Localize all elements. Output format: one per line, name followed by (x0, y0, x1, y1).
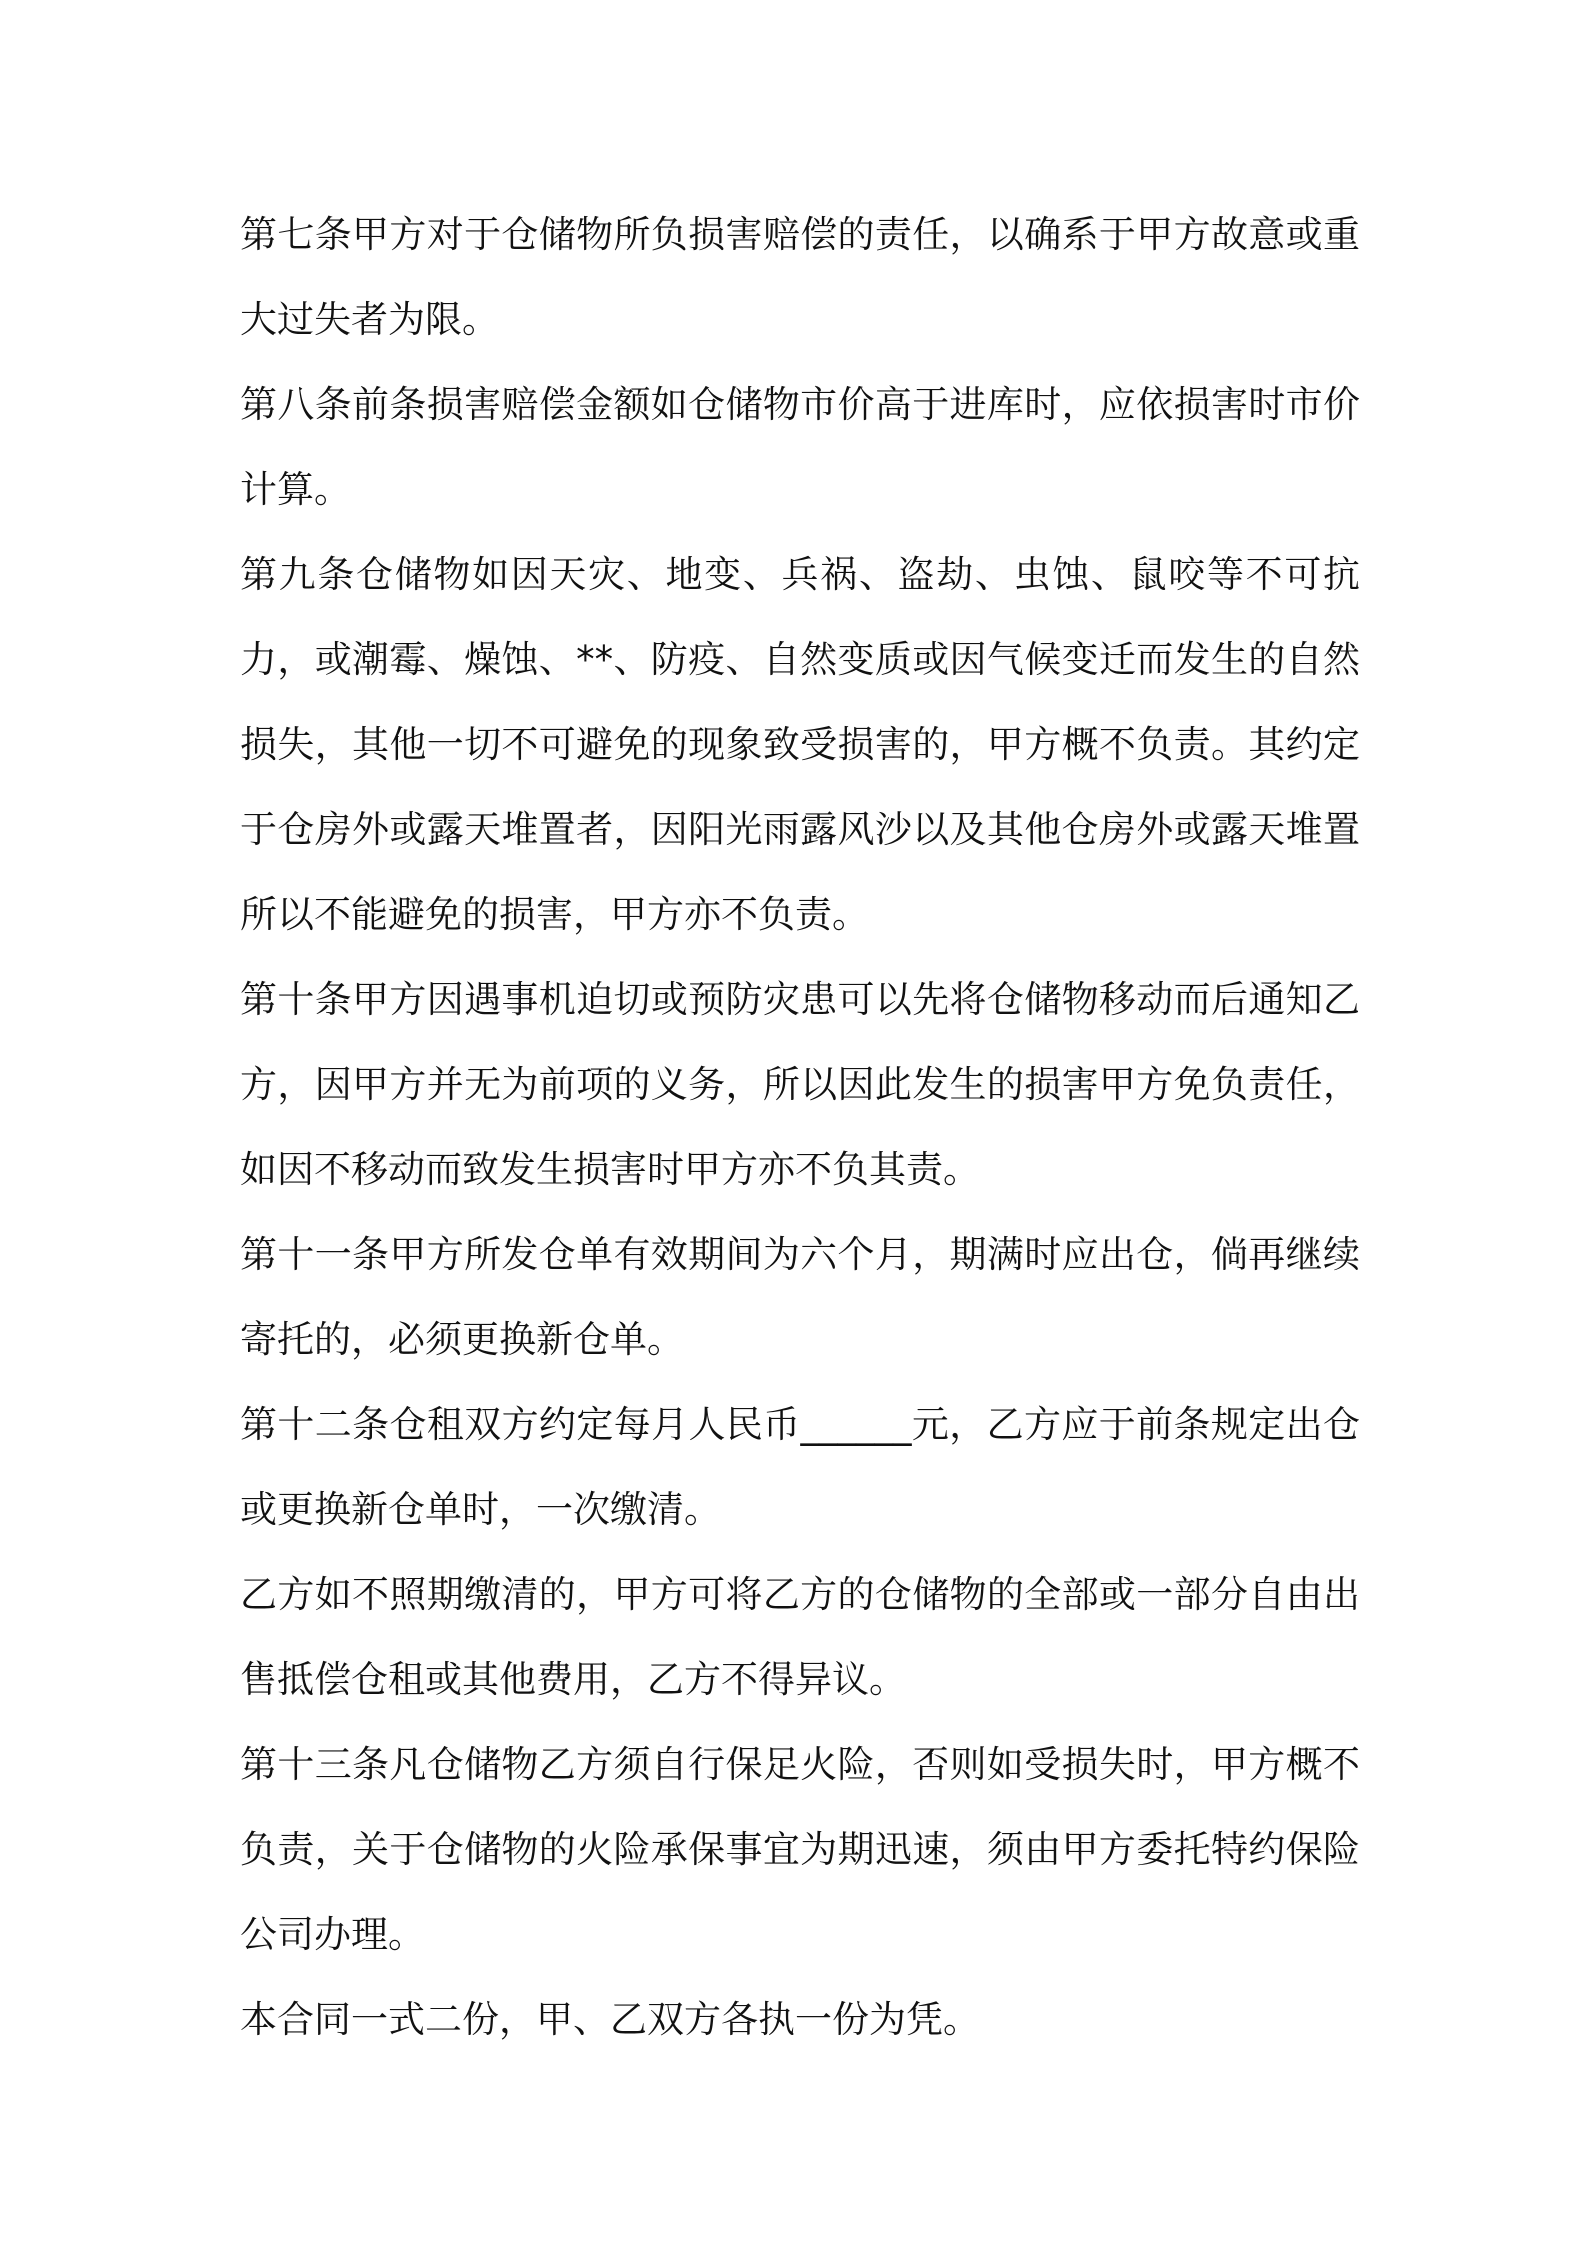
article-10-paragraph: 第十条甲方因遇事机迫切或预防灾患可以先将仓储物移动而后通知乙方，因甲方并无为前项的义务，所以因此发生的损害甲方免负责任，如因不移动而致发生损害时甲方亦不负其责。 (240, 978, 1360, 1191)
article-7-paragraph: 第七条甲方对于仓储物所负损害赔偿的责任，以确系于甲方故意或重大过失者为限。 (240, 213, 1360, 341)
document-body (240, 192, 1360, 2062)
article-8-paragraph: 第八条前条损害赔偿金额如仓储物市价高于进库时，应依损害时市价计算。 (240, 383, 1360, 511)
article-12-paragraph: 第十二条仓租双方约定每月人民币______元，乙方应于前条规定出仓或更换新仓单时，一次缴清。 (240, 1403, 1360, 1531)
closing-paragraph: 本合同一式二份，甲、乙双方各执一份为凭。 (240, 1998, 980, 2041)
article-9-paragraph: 第九条仓储物如因天灾、地变、兵祸、盗劫、虫蚀、鼠咬等不可抗力，或潮霉、燥蚀、**、防疫、自然变质或因气候变迁而发生的自然损失，其他一切不可避免的现象致受损害的，甲方概不负责。其约定于仓房外或露天堆置者，因阳光雨露风沙以及其他仓房外或露天堆置所以不能避免的损害，甲方亦不负责。 (240, 553, 1360, 936)
article-11-paragraph: 第十一条甲方所发仓单有效期间为六个月，期满时应出仓，倘再继续寄托的，必须更换新仓单。 (240, 1233, 1360, 1361)
article-12-supplement-paragraph: 乙方如不照期缴清的，甲方可将乙方的仓储物的全部或一部分自由出售抵偿仓租或其他费用，乙方不得异议。 (240, 1573, 1360, 1701)
article-13-paragraph: 第十三条凡仓储物乙方须自行保足火险，否则如受损失时，甲方概不负责，关于仓储物的火险承保事宜为期迅速，须由甲方委托特约保险公司办理。 (240, 1743, 1360, 1956)
